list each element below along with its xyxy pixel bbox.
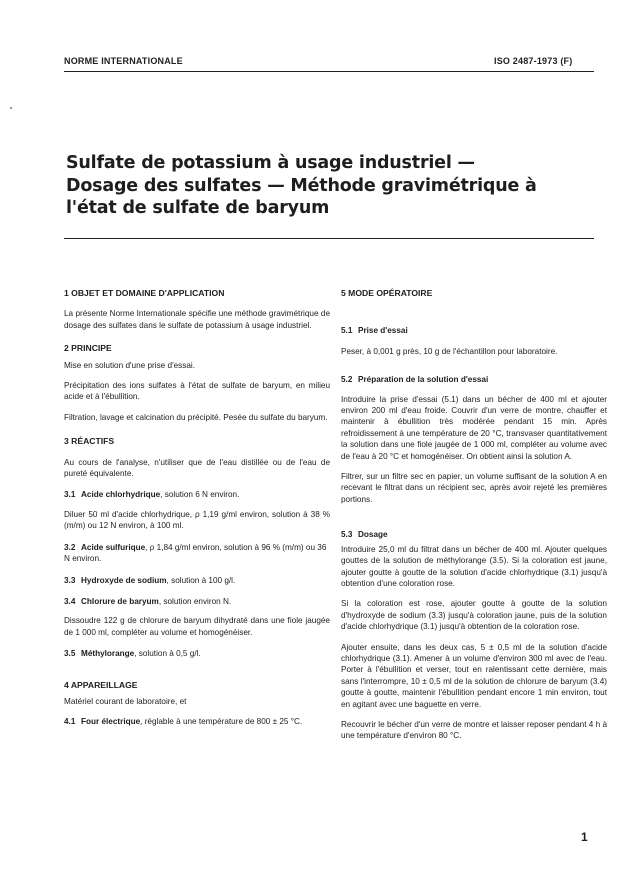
reagent-spec: , solution à 100 g/l. (166, 575, 236, 585)
principle-text-3: Filtration, lavage et calcination du précipité. Pesée du sulfate du baryum. (64, 412, 328, 422)
reagents-intro: Au cours de l'analyse, n'utiliser que de l'eau distillée ou de l'eau de pureté équivalente. (64, 457, 330, 479)
subsection-5-2 (341, 374, 607, 385)
header-standard-label: NORME INTERNATIONALE (64, 56, 183, 66)
test-solution-text-2: Filtrer, sur un filtre sec en papier, un volume suffisant de la solution A en recevant le filtrat dans un récipient sec, après avoir rejeté les premières portions. (341, 472, 607, 504)
reagent-3-4-text: Dissoudre 122 g de chlorure de baryum dihydraté dans une fiole jaugée de 1 000 ml, compléter au volume et homogénéiser. (64, 616, 330, 637)
reagent-name: Méthylorange (81, 649, 135, 659)
determination-text-3: Ajouter ensuite, dans les deux cas, 5 ± 0,5 ml de la solution d'acide chlorhydrique (3.1). Amener à un volume d'environ 300 ml avec de l'eau. Porter à l'ébullition et verser, tout en ralentissant cette dernière, mais sans l'interrompre, 10 ± 0,5 ml de la solution de chlorure de baryum (3.4) goutte à goutte, maintenir l'ébullition pendant encore 1 min environ, tout en agitant avec une baguette en verre. (341, 642, 607, 709)
reagent-3-1 (64, 489, 330, 500)
reagent-3-4 (64, 596, 330, 607)
subsection-title: Prise d'essai (358, 326, 408, 336)
determination-text-1: Introduire 25,0 ml du filtrat dans un bécher de 400 ml. Ajouter quelques gouttes de la solution de méthylorange (3.5). Si la coloration est jaune, ajouter goutte à goutte de la solution d'acide chlorhydrique (3.1) jusqu'à obtention d'une coloration rose. (341, 544, 607, 588)
reagent-3-3 (64, 575, 330, 586)
apparatus-number: 4.1 (64, 717, 76, 727)
scope-text: La présente Norme Internationale spécifie une méthode gravimétrique de dosage des sulfates dans le sulfate de potassium à usage industriel. (64, 309, 330, 330)
section-heading-procedure: 5 MODE OPÉRATOIRE (341, 288, 433, 298)
reagent-spec: , ρ 1,84 g/ml environ, solution à 96 % (m/m) ou 36 N environ. (64, 542, 327, 564)
apparatus-spec: , réglable à une température de 800 ± 25 °C. (140, 717, 303, 727)
determination-text-2: Si la coloration est rose, ajouter goutte à goutte de la solution d'hydroxyde de sodium (3.3) jusqu'à coloration jaune, puis de la solution d'acide chlorhydrique (3.1) jusqu'à obtention de la coloration rose. (341, 599, 607, 632)
apparatus-4-1 (64, 716, 330, 727)
reagent-name: Acide chlorhydrique (81, 490, 161, 500)
reagent-name: Hydroxyde de sodium (81, 575, 167, 585)
page-number: 1 (581, 830, 588, 844)
section-heading-principle: 2 PRINCIPE (64, 343, 112, 354)
section-heading-scope: 1 OBJET ET DOMAINE D'APPLICATION (64, 288, 225, 298)
section-heading-reagents: 3 RÉACTIFS (64, 436, 115, 447)
reagent-3-1-text: Diluer 50 ml d'acide chlorhydrique, ρ 1,19 g/ml environ, solution à 38 % (m/m) ou 12 N environ, à 100 ml. (64, 509, 330, 531)
reagent-3-5 (64, 648, 330, 659)
apparatus-intro: Matériel courant de laboratoire, et (64, 696, 187, 706)
reagent-number: 3.3 (64, 575, 76, 585)
subsection-5-1 (341, 325, 607, 336)
reagent-spec: , solution 6 N environ. (160, 490, 240, 500)
subsection-5-3 (341, 529, 607, 540)
principle-text-2: Précipitation des ions sulfates à l'état de sulfate de baryum, en milieu acide et à l'ébullition. (64, 381, 330, 402)
left-column (64, 288, 330, 728)
test-solution-text-1: Introduire la prise d'essai (5.1) dans un bécher de 400 ml et ajouter environ 200 ml d'eau froide. Couvrir d'un verre de montre, chauffer et maintenir à ébullition très modérée pendant 15 min. Après refroidissement à une température de 20 °C, transvaser quantitativement la solution dans une fiole jaugée de 1 000 ml, compléter au volume avec de l'eau à 20 °C et homogénéiser. On obtient ainsi la solution A. (341, 394, 607, 461)
determination-text-4: Recouvrir le bécher d'un verre de montre et laisser reposer pendant 4 h à une température d'environ 80 °C. (341, 719, 607, 741)
reagent-spec: , solution à 0,5 g/l. (134, 649, 201, 659)
reagent-spec: , solution environ N. (158, 596, 232, 606)
reagent-name: Chlorure de baryum (81, 596, 159, 606)
reagent-name: Acide sulfurique (81, 542, 146, 552)
right-column (341, 288, 607, 742)
apparatus-name: Four électrique (81, 717, 141, 727)
test-portion-text: Peser, à 0,001 g près, 10 g de l'échantillon pour laboratoire. (341, 346, 558, 356)
header-standard-number: ISO 2487-1973 (F) (494, 56, 573, 66)
reagent-number: 3.5 (64, 649, 76, 659)
subsection-number: 5.2 (341, 375, 353, 385)
reagent-number: 3.1 (64, 490, 76, 500)
subsection-number: 5.1 (341, 326, 353, 336)
reagent-3-2 (64, 542, 330, 565)
title-rule (64, 238, 594, 239)
header-rule (64, 71, 594, 72)
reagent-number: 3.2 (64, 542, 76, 552)
subsection-title: Préparation de la solution d'essai (358, 375, 489, 385)
reagent-number: 3.4 (64, 596, 76, 606)
subsection-number: 5.3 (341, 530, 353, 540)
principle-text-1: Mise en solution d'une prise d'essai. (64, 360, 196, 370)
margin-mark (10, 107, 12, 109)
subsection-title: Dosage (358, 530, 388, 540)
document-title: Sulfate de potassium à usage industriel — Dosage des sulfates — Méthode gravimétrique à l'état de sulfate de baryum (66, 153, 537, 218)
section-heading-apparatus: 4 APPAREILLAGE (64, 679, 138, 690)
